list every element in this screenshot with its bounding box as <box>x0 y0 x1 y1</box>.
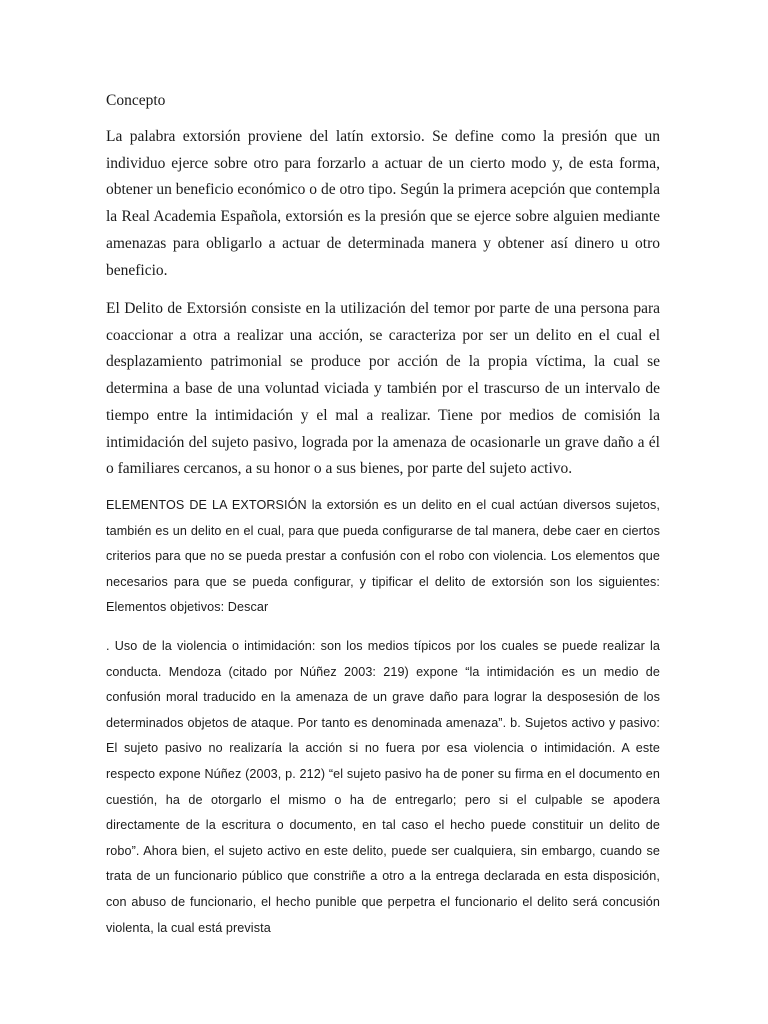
paragraph-definition: La palabra extorsión proviene del latín extorsio. Se define como la presión que un individuo ejerce sobre otro para forzarlo a actuar de un cierto modo y, de esta forma, obtener un beneficio económico o de otro tipo. Según la primera acepción que contempla la Real Academia Española, extorsión es la presión que se ejerce sobre alguien mediante amenazas para obligarlo a actuar de determinada manera y obtener así dinero u otro beneficio. <box>106 128 660 279</box>
paragraph-elementos: ELEMENTOS DE LA EXTORSIÓN la extorsión es un delito en el cual actúan diversos sujetos, también es un delito en el cual, para que pueda configurarse de tal manera, debe caer en ciertos criterios para que no se pueda prestar a confusión con el robo con violencia. Los elementos que necesarios para que se pueda configurar, y tipificar el delito de extorsión son los siguientes: Elementos objetivos: Descar <box>106 498 660 615</box>
section-heading: Concepto <box>106 92 166 109</box>
paragraph-delito-extorsion: El Delito de Extorsión consiste en la utilización del temor por parte de una persona para coaccionar a otra a realizar una acción, se caracteriza por ser un delito en el cual el desplazamiento patrimonial se produce por acción de la propia víctima, la cual se determina a base de una voluntad viciada y también por el trascurso de un intervalo de tiempo entre la intimidación y el mal a realizar. Tiene por medios de comisión la intimidación del sujeto pasivo, lograda por la amenaza de ocasionarle un grave daño a él o familiares cercanos, a su honor o a sus bienes, por parte del sujeto activo. <box>106 300 660 478</box>
paragraph-violencia-sujetos: . Uso de la violencia o intimidación: son los medios típicos por los cuales se puede realizar la conducta. Mendoza (citado por Núñez 2003: 219) expone “la intimidación es un medio de confusión moral traducido en la amenaza de un grave daño para lograr la desposesión de los determinados objetos de ataque. Por tanto es denominada amenaza”. b. Sujetos activo y pasivo: El sujeto pasivo no realizaría la acción si no fuera por esa violencia o intimidación. A este respecto expone Núñez (2003, p. 212) “el sujeto pasivo ha de poner su firma en el documento en cuestión, ha de otorgarlo el mismo o ha de entregarlo; pero si el culpable se apodera directamente de la escritura o documento, en tal caso el hecho puede constituir un delito de robo”. Ahora bien, el sujeto activo en este delito, puede ser cualquiera, sin embargo, cuando se trata de un funcionario público que constriñe a otro a la entrega declarada en esta disposición, con abuso de funcionario, el hecho punible que perpetra el funcionario el delito será concusión violenta, la cual está prevista <box>106 639 660 935</box>
